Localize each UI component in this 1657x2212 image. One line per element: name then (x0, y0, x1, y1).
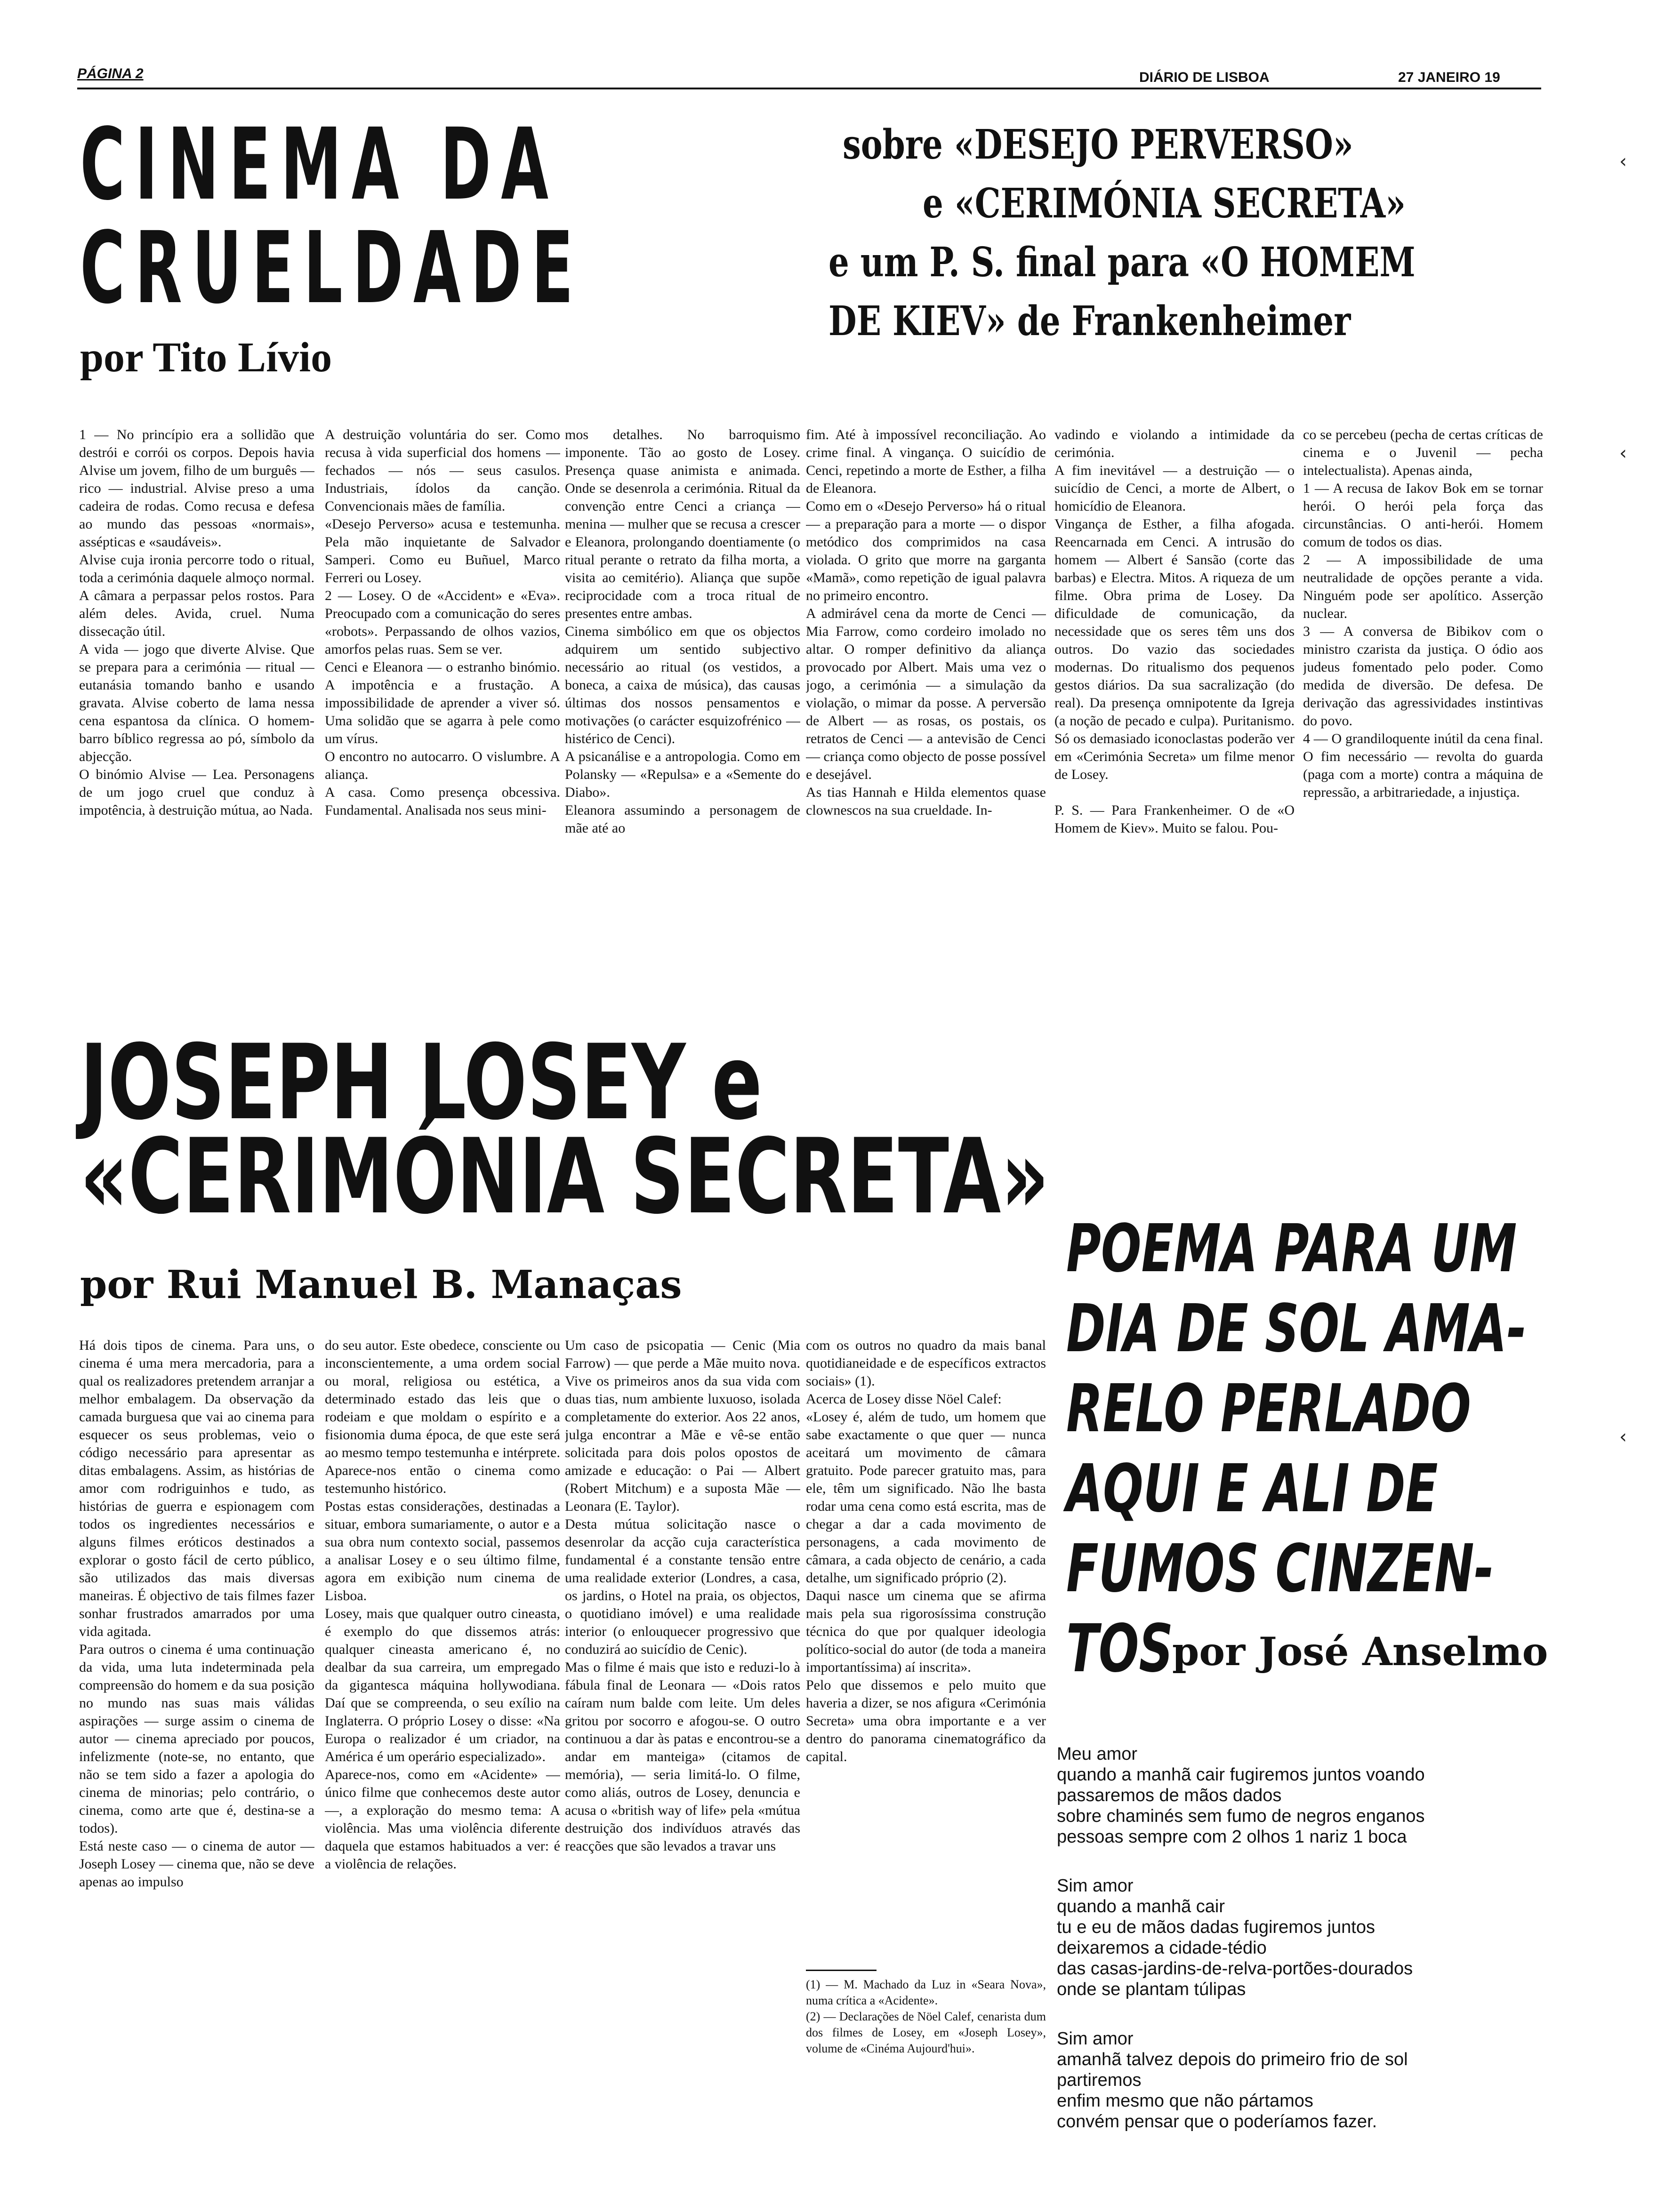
article1-column-4: fim. Até à impossível reconciliação. Ao crime final. A vingança. O suicídio de Cenci, repetindo a morte de Esther, a filha de Eleanora. Como em o «Desejo Perverso» há o ritual — a preparação para a morte — o dispor metódico dos comprimidos na casa violada. O grito que morre na garganta «Mamã», como repetição de igual palavra no primeiro encontro. A admirável cena da morte de Cenci — Mia Farrow, como cordeiro imolado no altar. O romper definitivo da aliança provocado por Albert. Mais uma vez o jogo, a cerimónia — a simulação da violação, o mimar da posse. A perversão de Albert — as rosas, os postais, os retratos de Cenci — a antevisão de Cenci — criança como objecto de posse possível e desejável. As tias Hannah e Hilda elementos quase clownescos na sua crueldade. In- (806, 427, 1046, 818)
poem-title-line5: FUMOS CINZEN- (1066, 1531, 1494, 1607)
margin-mark: ‹ (1619, 1426, 1627, 1448)
header-rule (77, 88, 1541, 89)
article1-title-line1: CINEMA DA (80, 107, 559, 222)
article1-subtitle-line3: e um P. S. final para «O HOMEM (828, 239, 1416, 286)
issue-date: 27 JANEIRO 19 (1398, 70, 1500, 85)
newspaper-name: DIÁRIO DE LISBOA (1139, 70, 1270, 85)
article2-column-1: Há dois tipos de cinema. Para uns, o cinema é uma mera mercadoria, para a qual os realizadores pretendem arranjar a melhor embalagem. Da observação da camada burguesa que vai ao cinema para esquecer os seus problemas, veio o código necessário para apresentar as ditas embalagens. Assim, as histórias de amor com rodriguinhos e tudo, as histórias de guerra e espionagem com todos os ingredientes necessários e alguns filmes eróticos destinados a explorar o gosto fácil de certo público, são utilizados das mais diversas maneiras. É objectivo de tais filmes fazer sonhar frustrados amarrados por uma vida agitada. Para outros o cinema é uma continuação da vida, uma luta indeterminada pela compreensão do homem e da sua posição no mundo nas suas mais válidas aspirações — surge assim o cinema de autor — cinema apreciado por poucos, infelizmente (note-se, no entanto, que não se tem sido a fazer a apologia do cinema de minorias; pelo contrário, o cinema, como arte que é, destina-se a todos). Está neste caso — o cinema de autor — Joseph Losey — cinema que, não se deve apenas ao impulso (79, 1338, 314, 1890)
margin-mark: ‹ (1619, 151, 1627, 172)
article2-title-line1: JOSEPH LOSEY e (80, 1022, 763, 1143)
poem-byline: por José Anselmo (1172, 1629, 1548, 1675)
article2-column-3: Um caso de psicopatia — Cenic (Mia Farrow) — que perde a Mãe muito nova. Vive os primeiros anos da sua vida com duas tias, num ambiente luxuoso, isolada completamente do exterior. Aos 22 anos, julga encontrar a Mãe e vê-se então solicitada para dois polos opostos de amizade e educação: o Pai — Albert (Robert Mitchum) e a suposta Mãe — Leonara (E. Taylor). Desta mútua solicitação nasce o desenrolar da acção cuja característica fundamental é a constante tensão entre uma realidade exterior (Londres, a casa, os jardins, o Hotel na praia, os objectos, o quotidiano imóvel) e uma realidade interior (o enlouquecer progressivo que conduzirá ao suicídio de Cenic). Mas o filme é mais que isto e reduzi-lo à fábula final de Leonara — «Dois ratos caíram num balde com leite. Um deles gritou por socorro e afogou-se. O outro continuou a dar às patas e encontrou-se a andar em manteiga» (citamos de memória), — seria limitá-lo. O filme, como aliás, outros de Losey, denuncia e acusa o «british way of life» pela «mútua destruição dos indivíduos através das reacções que são levados a travar uns (565, 1338, 800, 1854)
article1-column-2: A destruição voluntária do ser. Como recusa à vida superficial dos homens — fechados — nós — seus casulos. Industriais, ídolos da canção. Convencionais mães de família. «Desejo Perverso» acusa e testemunha. Pela mão inquietante de Salvador Samperi. Como eu Buñuel, Marco Ferreri ou Losey. 2 — Losey. O de «Accident» e «Eva». Preocupado com a comunicação do seres «robots». Perpassando de olhos vazios, amorfos pelas ruas. Sem se ver. Cenci e Eleanora — o estranho binómio. A impotência e a frustação. A impossibilidade de aprender a viver só. Uma solidão que se agarra à pele como um vírus. O encontro no autocarro. O vislumbre. A aliança. A casa. Como presença obcessiva. Fundamental. Analisada nos seus mini- (325, 427, 560, 818)
footnote-rule (806, 1970, 877, 1971)
article1-subtitle-line2: e «CERIMÓNIA SECRETA» (923, 180, 1406, 227)
poem-title-line1: POEMA PARA UM (1066, 1210, 1517, 1287)
article1-column-6: co se percebeu (pecha de certas críticas de cinema e o Juvenil — pecha intelectualista). Apenas ainda, 1 — A recusa de Iakov Bok em se tornar herói. O herói pela força das circunstâncias. O anti-herói. Homem comum de todos os dias. 2 — A impossibilidade de uma neutralidade de opções perante a vida. Ninguém pode ser apolítico. Asserção nuclear. 3 — A conversa de Bibikov com o ministro czarista da justiça. O ódio aos judeus fomentado pelo poder. Como medida de diversão. De defesa. De derivação das agressividades instintivas do povo. 4 — O grandiloquente inútil da cena final. O fim necessário — revolta do guarda (paga com a morte) contra a máquina de repressão, a arbitrariedade, a injustiça. (1303, 427, 1543, 800)
margin-mark: ‹ (1619, 442, 1627, 464)
poem-title-line6: TOS (1066, 1611, 1174, 1687)
article2-column-2: do seu autor. Este obedece, consciente ou inconscientemente, a uma ordem social ou moral, religiosa ou estética, a determinado estado das leis que o rodeiam e que moldam o espírito e a fisionomia duma época, de que este será ao mesmo tempo testemunha e intérprete. Aparece-nos então o cinema como testemunho histórico. Postas estas considerações, destinadas a situar, embora sumariamente, o autor e a sua obra num contexto social, passemos a analisar Losey e o seu último filme, agora em exibição num cinema de Lisboa. Losey, mais que qualquer outro cineasta, é exemplo do que dissemos atrás: qualquer cineasta americano é, no dealbar da sua carreira, um empregado da gigantesca máquina hollywodiana. Daí que se compreenda, o seu exílio na Inglaterra. O próprio Losey o disse: «Na Europa o realizador é um criador, na América é um operário especializado». Aparece-nos, como em «Acidente» — único filme que conhecemos deste autor —, a exploração do mesmo tema: A violência. Mas uma violência diferente daquela que estamos habituados a ver: é a violência de relações. (325, 1338, 560, 1872)
poem-stanza-2: Sim amor quando a manhã cair tu e eu de mãos dadas fugiremos juntos deixaremos a cidade-tédio das casas-jardins-de-relva-portões-dourados onde se plantam túlipas (1057, 1876, 1413, 1999)
article1-subtitle-line4: DE KIEV» de Frankenheimer (828, 297, 1351, 345)
poem-stanza-3: Sim amor amanhã talvez depois do primeiro frio de sol partiremos enfim mesmo que não pártamos convém pensar que o poderíamos fazer. (1057, 2029, 1408, 2132)
article1-column-5: vadindo e violando a intimidade da cerimónia. A fim inevitável — a destruição — o suicídio de Cenci, a morte de Albert, o homicídio de Eleanora. Vingança de Esther, a filha afogada. Reencarnada em Cenci. A intrusão do homem — Albert é Sansão (corte das barbas) e Electra. Mitos. A riqueza de um filme. Obra prima de Losey. Da dificuldade de comunicação, da necessidade que os seres têm uns dos outros. Do vazio das sociedades modernas. Do ritualismo dos pequenos gestos diários. Da sua sacralização (do real). Da presença omnipotente da Igreja (a noção de pecado e culpa). Puritanismo. Só os demasiado iconoclastas poderão ver em «Cerimónia Secreta» um filme menor de Losey. P. S. — Para Frankenheimer. O de «O Homem de Kiev». Muito se falou. Pou- (1054, 427, 1295, 836)
poem-title-line3: RELO PERLADO (1066, 1370, 1471, 1447)
poem-stanza-1: Meu amor quando a manhã cair fugiremos juntos voando passaremos de mãos dados sobre chaminés sem fumo de negros enganos pessoas sempre com 2 olhos 1 nariz 1 boca (1057, 1744, 1425, 1847)
poem-title-line4: AQUI E ALI DE (1066, 1451, 1438, 1527)
article1-title-line2: CRUELDADE (80, 210, 584, 326)
page-label: PÁGINA 2 (77, 66, 144, 81)
article1-subtitle-line1: sobre «DESEJO PERVERSO» (843, 121, 1353, 168)
article1-column-3: mos detalhes. No barroquismo imponente. Tão ao gosto de Losey. Presença quase animista e animada. Onde se desenrola a cerimónia. Ritual da convenção entre Cenci a criança — menina — mulher que se recusa a crescer e Eleanora, prolongando doentiamente (o ritual perante o retrato da filha morta, a visita ao cemitério). Aliança que supõe reciprocidade com a troca ritual de presentes entre ambas. Cinema simbólico em que os objectos adquirem um sentido subjectivo necessário ao ritual (os vestidos, a boneca, a caixa de música), das causas últimas dos nossos pensamentos e motivações (o carácter esquizofrénico — histérico de Cenci). A psicanálise e a antropologia. Como em Polansky — «Repulsa» e a «Semente do Diabo». Eleanora assumindo a personagem de mãe até ao (565, 427, 800, 836)
article2-column-4: com os outros no quadro da mais banal quotidianeidade e de específicos extractos sociais» (1). Acerca de Losey disse Nöel Calef: «Losey é, além de tudo, um homem que sabe exactamente o que quer — nunca aceitará um movimento de câmara gratuito. Pode parecer gratuito mas, para ele, têm um significado. Não lhe basta rodar uma cena como está escrita, mas de chegar a dar a cada movimento de personagens, a cada movimento de câmara, a cada objecto de cenário, a cada detalhe, um significado próprio (2). Daqui nasce um cinema que se afirma mais pela sua rigorosíssima construção técnica do que por qualquer ideologia político-social do autor (de toda a maneira importantíssima) aí inscrita». Pelo que dissemos e pelo muito que haveria a dizer, se nos afigura «Cerimónia Secreta» uma obra importante e a ver dentro do panorama cinematográfico da capital. (806, 1338, 1046, 1764)
article2-title-line2: «CERIMÓNIA SECRETA» (80, 1116, 1049, 1237)
poem-title-line2: DIA DE SOL AMA- (1066, 1290, 1527, 1367)
article2-footnotes: (1) — M. Machado da Luz in «Seara Nova», numa crítica a «Acidente». (2) — Declarações de Nöel Calef, cenarista dum dos filmes de Losey, em «Joseph Losey», volume de «Cinéma Aujourd'hui». (806, 1978, 1046, 2055)
article1-column-1: 1 — No princípio era a sollidão que destrói e corrói os corpos. Depois havia Alvise um jovem, filho de um burguês — rico — industrial. Alvise preso a uma cadeira de rodas. Como recusa e defesa ao mundo das pessoas «normais», assépticas e «saudáveis». Alvise cuja ironia percorre todo o ritual, toda a cerimónia daquele almoço normal. A câmara a perpassar pelos rostos. Para além deles. Avida, cruel. Numa dissecação útil. A vida — jogo que diverte Alvise. Que se prepara para a cerimónia — ritual — eutanásia tomando banho e usando gravata. Alvise coberto de lama nessa cena espantosa da clínica. O homem-barro bíblico regressa ao pó, símbolo da abjecção. O binómio Alvise — Lea. Personagens de um jogo cruel que conduz à impotência, à destruição mútua, ao Nada. (79, 427, 314, 818)
article2-byline: por Rui Manuel B. Manaças (80, 1262, 682, 1307)
article1-byline: por Tito Lívio (80, 334, 332, 381)
